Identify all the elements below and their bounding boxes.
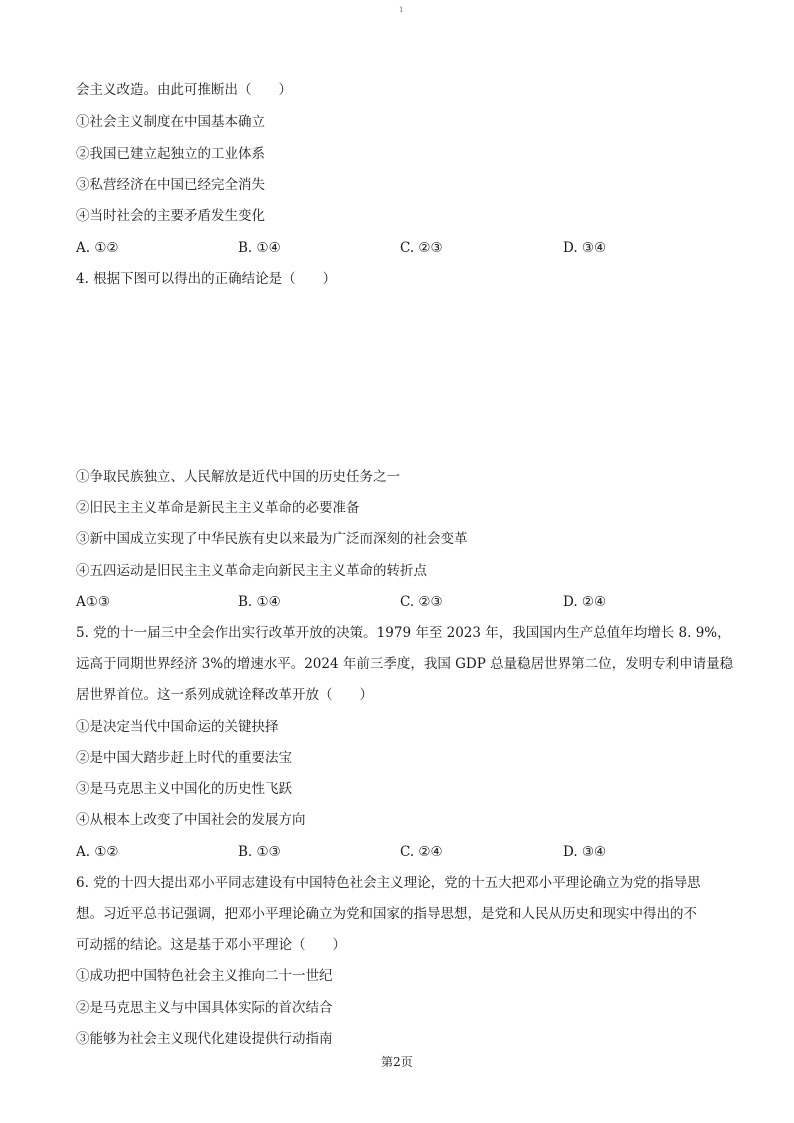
q3-option-d[interactable]: D. ③④ xyxy=(563,240,607,256)
q4-option-a[interactable]: A①③ xyxy=(76,594,110,610)
q4-option-b[interactable]: B. ①④ xyxy=(238,594,281,610)
q3-item-2: ②我国已建立起独立的工业体系 xyxy=(76,146,265,162)
q5-stem-line-1: 5. 党的十一届三中全会作出实行改革开放的决策。1979 年至 2023 年，我国国内生产总值年均增长 8. 9%， xyxy=(76,625,731,641)
header-mark: 1 xyxy=(399,6,404,14)
page-number: 第2页 xyxy=(381,1055,413,1069)
q5-option-d[interactable]: D. ③④ xyxy=(563,844,607,860)
q5-item-1: ①是决定当代中国命运的关键抉择 xyxy=(76,719,279,735)
q5-option-c[interactable]: C. ②④ xyxy=(400,844,443,860)
q6-stem-line-3: 可动摇的结论。这是基于邓小平理论（ ） xyxy=(76,937,346,953)
q5-item-3: ③是马克思主义中国化的历史性飞跃 xyxy=(76,781,292,797)
q4-item-3: ③新中国成立实现了中华民族有史以来最为广泛而深刻的社会变革 xyxy=(76,531,468,547)
q4-option-c[interactable]: C. ②③ xyxy=(400,594,443,610)
q4-figure-blank xyxy=(76,300,716,450)
q3-options xyxy=(76,238,716,258)
q5-options xyxy=(76,842,716,862)
q6-stem-line-2: 想。习近平总书记强调，把邓小平理论确立为党和国家的指导思想，是党和人民从历史和现实中得出的不 xyxy=(76,906,697,922)
q3-item-3: ③私营经济在中国已经完全消失 xyxy=(76,177,265,193)
q3-item-1: ①社会主义制度在中国基本确立 xyxy=(76,114,265,130)
q3-option-a[interactable]: A. ①② xyxy=(76,240,119,256)
q6-item-2: ②是马克思主义与中国具体实际的首次结合 xyxy=(76,1000,333,1016)
q4-item-4: ④五四运动是旧民主主义革命走向新民主主义革命的转折点 xyxy=(76,563,427,579)
q3-option-b[interactable]: B. ①④ xyxy=(238,240,281,256)
q4-item-1: ①争取民族独立、人民解放是近代中国的历史任务之一 xyxy=(76,469,400,485)
q4-stem: 4. 根据下图可以得出的正确结论是（ ） xyxy=(76,271,337,287)
q5-item-4: ④从根本上改变了中国社会的发展方向 xyxy=(76,812,306,828)
q5-stem-line-3: 居世界首位。这一系列成就诠释改革开放（ ） xyxy=(76,687,373,703)
q3-item-4: ④当时社会的主要矛盾发生变化 xyxy=(76,208,265,224)
q5-item-2: ②是中国大踏步赶上时代的重要法宝 xyxy=(76,750,292,766)
q5-stem-line-2: 远高于同期世界经济 3%的增速水平。2024 年前三季度，我国 GDP 总量稳居世界第二位，发明专利申请量稳 xyxy=(76,656,734,672)
q6-stem-line-1: 6. 党的十四大提出邓小平同志建设有中国特色社会主义理论，党的十五大把邓小平理论确立为党的指导思 xyxy=(76,875,701,891)
q5-option-a[interactable]: A. ①② xyxy=(76,844,119,860)
q3-stem: 会主义改造。由此可推断出（ ） xyxy=(76,82,292,98)
q4-option-d[interactable]: D. ②④ xyxy=(563,594,607,610)
q3-option-c[interactable]: C. ②③ xyxy=(400,240,443,256)
q4-options xyxy=(76,592,716,612)
q6-item-3: ③能够为社会主义现代化建设提供行动指南 xyxy=(76,1031,333,1047)
q6-item-1: ①成功把中国特色社会主义推向二十一世纪 xyxy=(76,968,333,984)
q4-item-2: ②旧民主主义革命是新民主主义革命的必要准备 xyxy=(76,500,360,516)
q5-option-b[interactable]: B. ①③ xyxy=(238,844,281,860)
